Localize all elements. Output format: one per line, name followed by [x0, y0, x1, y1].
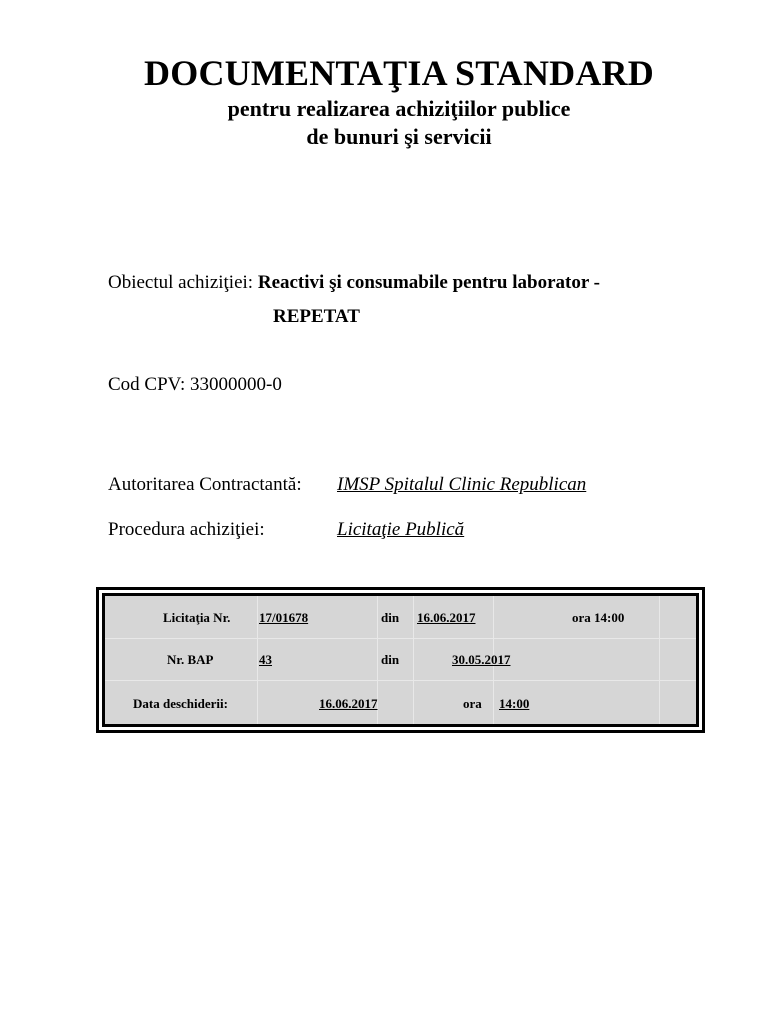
opening-date-value: 16.06.2017: [319, 696, 378, 711]
authority-label: Autoritarea Contractantă:: [108, 474, 302, 495]
authority-value: IMSP Spitalul Clinic Republican: [337, 474, 587, 495]
tender-din-label: din: [381, 610, 400, 625]
bap-date-value: 30.05.2017: [452, 652, 511, 667]
object-line: [108, 272, 600, 294]
bap-number-label: Nr. BAP: [167, 652, 214, 667]
document-title: DOCUMENTAŢIA STANDARD: [144, 53, 654, 93]
object-value-line1: Reactivi şi consumabile pentru laborator -: [257, 272, 601, 293]
opening-date-label: Data deschiderii:: [133, 696, 228, 711]
tender-date-value: 16.06.2017: [417, 610, 476, 625]
procedure-value: Licitaţie Publică: [337, 519, 465, 540]
bap-din-label: din: [381, 652, 400, 667]
object-value-line2: REPETAT: [273, 306, 360, 327]
tender-number-value: 17/01678: [259, 610, 309, 625]
bap-number-value: 43: [259, 652, 272, 667]
document-subtitle-line2: de bunuri şi servicii: [306, 124, 492, 149]
tender-number-label: Licitaţia Nr.: [163, 610, 231, 625]
document-subtitle-line1: pentru realizarea achiziţiilor publice: [227, 96, 571, 121]
object-label: Obiectul achiziţiei:: [108, 272, 254, 293]
opening-time-value: 14:00: [499, 696, 530, 711]
procedure-label: Procedura achiziţiei:: [108, 519, 265, 540]
opening-ora-label: ora: [463, 696, 482, 711]
cpv-code: Cod CPV: 33000000-0: [108, 374, 282, 395]
tender-info-table: [102, 593, 699, 727]
tender-time-value: ora 14:00: [572, 610, 625, 625]
tender-info-box: [96, 587, 705, 733]
